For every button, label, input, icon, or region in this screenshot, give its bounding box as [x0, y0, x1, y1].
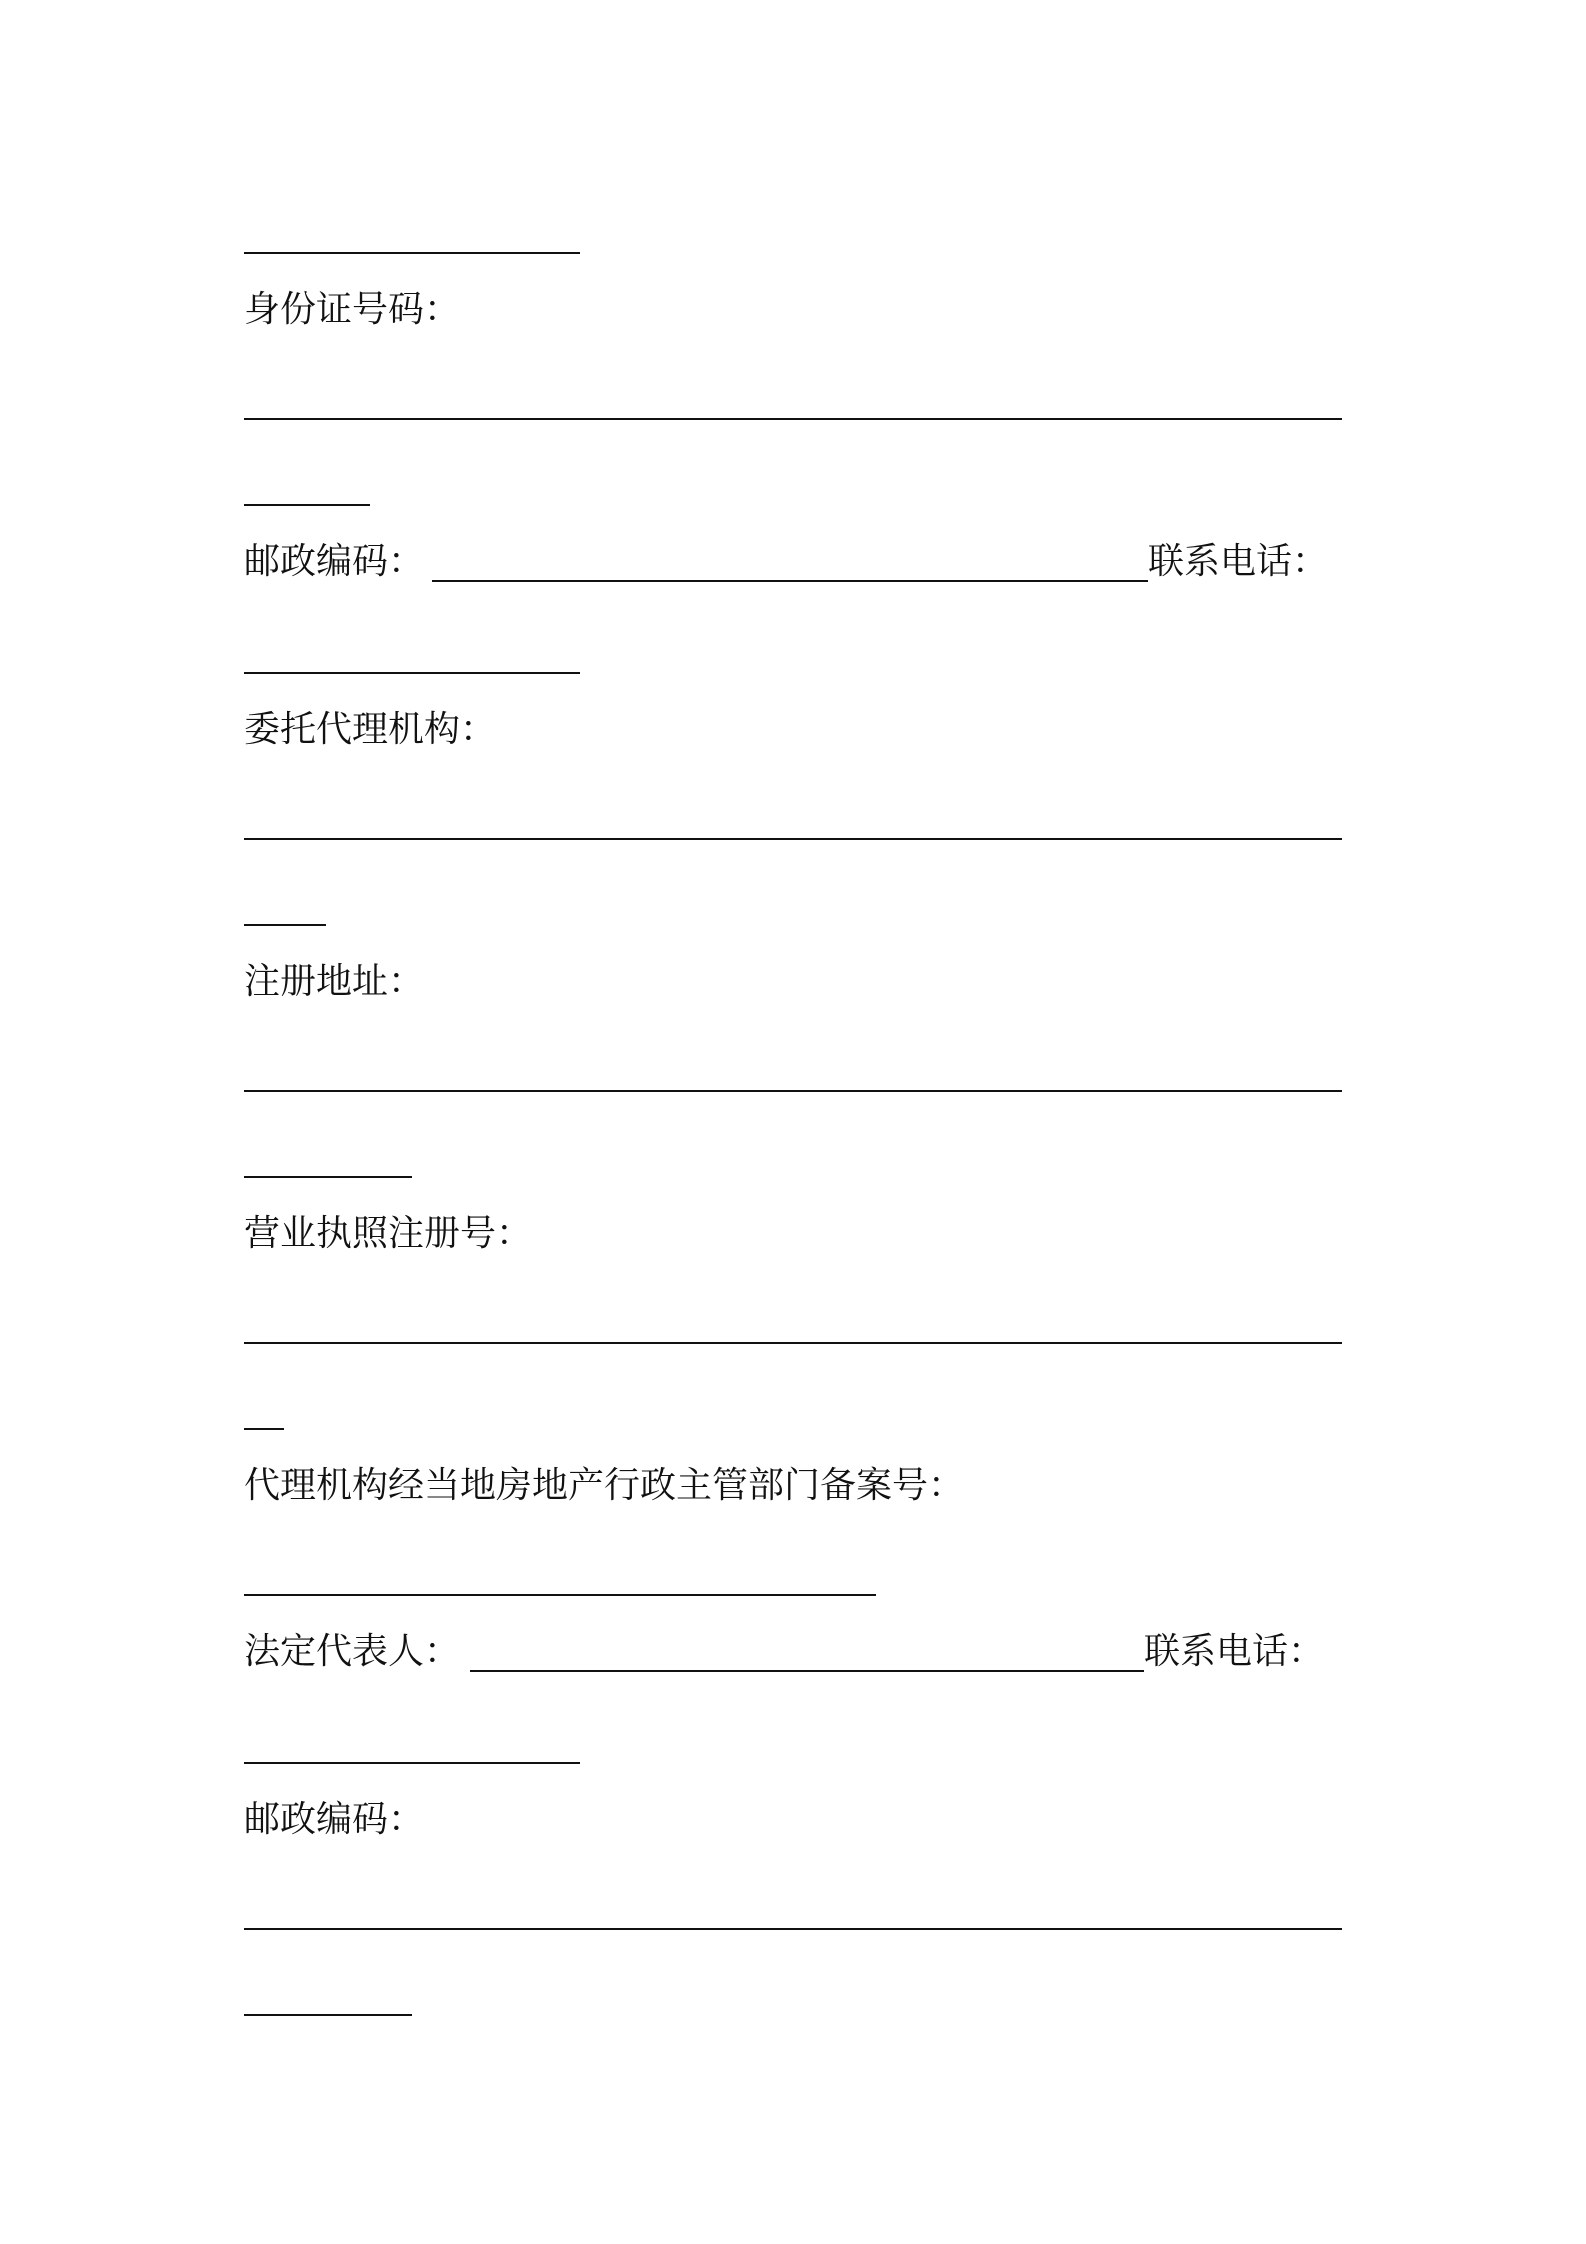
id-number-label: 身份证号码：: [244, 289, 461, 330]
postal-code-blank-2-continued[interactable]: [244, 2014, 412, 2016]
agency-filing-label: 代理机构经当地房地产行政主管部门备案号：: [244, 1465, 965, 1506]
contact-phone-blank[interactable]: [244, 672, 580, 674]
agency-blank-continued[interactable]: [244, 924, 326, 926]
agency-label: 委托代理机构：: [244, 709, 497, 750]
agency-blank[interactable]: [244, 838, 1342, 840]
legal-rep-blank[interactable]: [470, 1670, 1144, 1672]
id-number-blank-continued[interactable]: [244, 504, 370, 506]
postal-code-label-2: 邮政编码：: [244, 1799, 425, 1840]
legal-rep-label: 法定代表人：: [244, 1631, 461, 1672]
business-license-blank[interactable]: [244, 1342, 1342, 1344]
postal-code-label: 邮政编码：: [244, 541, 425, 582]
contact-phone-blank-2[interactable]: [244, 1762, 580, 1764]
blank-line[interactable]: [244, 252, 580, 254]
agency-filing-blank[interactable]: [244, 1594, 876, 1596]
business-license-blank-continued[interactable]: [244, 1428, 284, 1430]
postal-code-blank[interactable]: [432, 580, 1148, 582]
registered-address-label: 注册地址：: [244, 961, 425, 1002]
postal-code-blank-2[interactable]: [244, 1928, 1342, 1930]
registered-address-blank-continued[interactable]: [244, 1176, 412, 1178]
contact-phone-label: 联系电话：: [1148, 541, 1329, 582]
contact-phone-label-2: 联系电话：: [1144, 1631, 1325, 1672]
registered-address-blank[interactable]: [244, 1090, 1342, 1092]
id-number-blank[interactable]: [244, 418, 1342, 420]
business-license-label: 营业执照注册号：: [244, 1213, 533, 1254]
